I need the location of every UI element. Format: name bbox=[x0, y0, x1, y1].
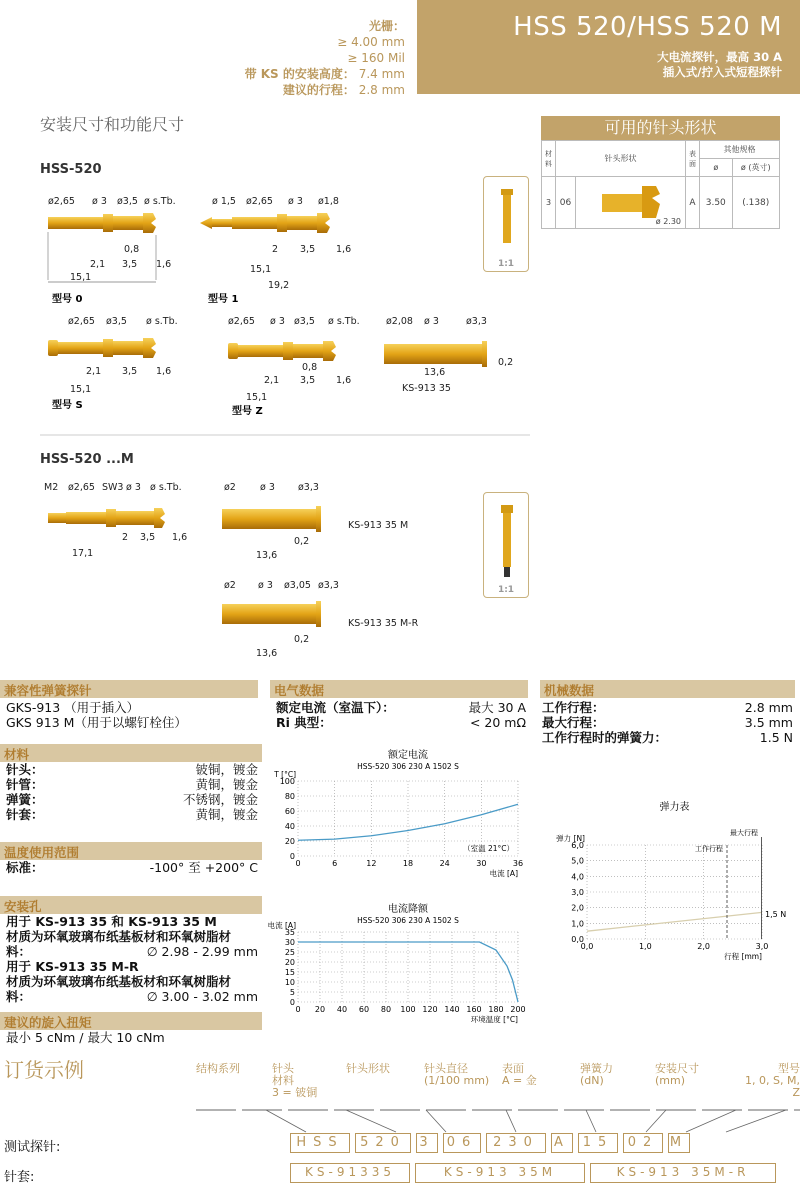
code-type: M bbox=[668, 1133, 690, 1153]
torque-value: 最小 5 cNm / 最大 10 cNm bbox=[6, 1030, 165, 1045]
y-tick-label: 25 bbox=[284, 948, 295, 957]
code-tip: 06 bbox=[443, 1133, 481, 1153]
dim-ksm-a3: ø 3 bbox=[260, 482, 275, 493]
dim-m-35: 3,5 bbox=[140, 532, 156, 543]
dim-t1-151: 15,1 bbox=[250, 264, 272, 275]
scale-box-1 bbox=[483, 176, 529, 272]
dim-t1-a15: ø 1,5 bbox=[212, 196, 236, 207]
spec-height-label: 带 KS 的安装高度： bbox=[244, 67, 355, 81]
dim-t1-a3: ø 3 bbox=[288, 196, 303, 207]
x-tick-label: 160 bbox=[466, 1005, 482, 1014]
probe-type-0 bbox=[48, 213, 156, 282]
page-title: HSS 520/HSS 520 M bbox=[513, 12, 782, 42]
code-force: 15 bbox=[578, 1133, 618, 1153]
chart-title: 电流降额 bbox=[388, 904, 428, 915]
x-axis-label: 电流 [A] bbox=[489, 869, 518, 878]
dim-t1-a18: ø1,8 bbox=[318, 196, 339, 207]
dim-ks-02: 0,2 bbox=[498, 357, 514, 368]
dim-m-a265: ø2,65 bbox=[68, 482, 95, 493]
y-tick-label: 10 bbox=[284, 978, 295, 987]
tip-code: 06 bbox=[556, 177, 576, 229]
dim-ksmr-136: 13,6 bbox=[256, 648, 278, 659]
probe-type-1 bbox=[200, 213, 330, 233]
dim-m-stb: ø s.Tb. bbox=[150, 482, 182, 493]
work-travel-label: 工作行程 bbox=[695, 845, 723, 853]
y-tick-label: 15 bbox=[284, 968, 295, 977]
chart-spring-force bbox=[545, 800, 795, 970]
sleeve-ks-913-35-m-r bbox=[222, 601, 321, 627]
material-value: 铍铜，镀金 bbox=[195, 762, 258, 777]
code-sleeve: KS-91335 bbox=[290, 1163, 410, 1183]
force-label: 1,5 N bbox=[765, 909, 787, 919]
order-col: 型号 1, 0, S, M, Z bbox=[745, 1062, 800, 1099]
material-title: 材料 bbox=[0, 744, 262, 762]
y-tick-label: 5,0 bbox=[571, 856, 584, 866]
dim-ks-a33: ø3,3 bbox=[466, 316, 487, 327]
compatible-panel bbox=[0, 680, 258, 732]
y-tick-label: 4,0 bbox=[571, 872, 584, 882]
mounting-line: 料： bbox=[6, 944, 32, 959]
compatible-line-2: GKS 913 M（用于以螺钉栓住） bbox=[6, 715, 187, 730]
chart-title: 额定电流 bbox=[388, 750, 428, 761]
x-tick-label: 24 bbox=[439, 859, 450, 868]
material-value: 黄铜，镀金 bbox=[195, 807, 258, 822]
spec-label: 光栅： bbox=[368, 19, 405, 33]
group-title-hss520: HSS-520 bbox=[40, 162, 102, 177]
mounting-line: 材质为环氧玻璃布纸基板材和环氧树脂材 bbox=[6, 974, 232, 989]
dim-m-16: 1,6 bbox=[172, 532, 188, 543]
x-tick-label: 140 bbox=[444, 1005, 460, 1014]
x-tick-label: 2,0 bbox=[697, 942, 711, 951]
y-tick-label: 20 bbox=[284, 958, 295, 967]
chart-subtitle: HSS-520 306 230 A 1502 S bbox=[357, 916, 459, 925]
tip-diameter: ø 2.30 bbox=[655, 217, 681, 226]
dim-tz-35: 3,5 bbox=[300, 375, 316, 386]
y-tick-label: 5 bbox=[289, 988, 295, 997]
x-tick-label: 80 bbox=[380, 1005, 392, 1014]
dim-ksmr-a2: ø2 bbox=[224, 580, 236, 591]
code-mount: 02 bbox=[623, 1133, 663, 1153]
dim-t0-16: 1,6 bbox=[156, 259, 172, 270]
subtitle-2: 插入式/拧入式短程探针 bbox=[662, 65, 782, 79]
x-tick-label: 200 bbox=[510, 1005, 526, 1014]
x-tick-label: 20 bbox=[314, 1005, 326, 1014]
y-tick-label: 100 bbox=[279, 777, 295, 786]
material-label: 针套： bbox=[6, 807, 44, 822]
mounting-line: 料： bbox=[6, 989, 32, 1004]
x-tick-label: 1,0 bbox=[638, 942, 652, 951]
label-ks-913-35: KS-913 35 bbox=[402, 383, 451, 394]
order-col: 针头直径 (1/100 mm) bbox=[424, 1062, 490, 1087]
order-col: 安装尺寸 (mm) bbox=[655, 1062, 699, 1087]
x-tick-label: 60 bbox=[358, 1005, 370, 1014]
tip-header-dia: ø bbox=[700, 159, 733, 177]
y-tick-label: 3,0 bbox=[571, 888, 584, 897]
x-axis-label: 行程 [mm] bbox=[724, 952, 762, 961]
y-axis-label: 弹力 [N] bbox=[556, 834, 585, 843]
probe-type-z bbox=[228, 341, 336, 361]
dim-tz-21: 2,1 bbox=[264, 375, 280, 386]
temperature-label: 标准： bbox=[6, 860, 44, 875]
mounting-value-2: ∅ 3.00 - 3.02 mm bbox=[146, 989, 258, 1004]
material-label: 针头： bbox=[6, 762, 44, 777]
y-tick-label: 0 bbox=[289, 852, 295, 861]
x-tick-label: 180 bbox=[488, 1005, 504, 1014]
dim-ts-35: 3,5 bbox=[122, 366, 138, 377]
spec-travel-value: 2.8 mm bbox=[358, 83, 405, 97]
mech-label: 工作行程： bbox=[542, 700, 605, 715]
tip-surface: A bbox=[686, 177, 700, 229]
y-tick-label: 6,0 bbox=[571, 841, 584, 850]
header-specs bbox=[245, 18, 405, 98]
code-sleeve-m: KS-913 35M bbox=[415, 1163, 585, 1183]
order-title: 订货示例 bbox=[4, 1058, 84, 1082]
x-tick-label: 0,0 bbox=[580, 942, 594, 951]
material-value: 黄铜，镀金 bbox=[195, 777, 258, 792]
probe-type-s bbox=[48, 338, 156, 358]
mounting-panel bbox=[0, 896, 262, 1004]
tip-table bbox=[541, 140, 780, 229]
code-sleeve-mr: KS-913 35M-R bbox=[590, 1163, 776, 1183]
group-title-hss520m: HSS-520 ...M bbox=[40, 452, 134, 467]
x-tick-label: 100 bbox=[400, 1005, 416, 1014]
order-col: 表面 A = 金 bbox=[502, 1062, 537, 1087]
tip-material: 3 bbox=[542, 177, 556, 229]
mechanical-panel bbox=[540, 680, 795, 745]
code-surface: A bbox=[551, 1133, 573, 1153]
dim-ksm-02: 0,2 bbox=[294, 536, 310, 547]
x-tick-label: 12 bbox=[366, 859, 377, 868]
dim-tz-16: 1,6 bbox=[336, 375, 352, 386]
dim-tz-08: 0,8 bbox=[302, 362, 318, 373]
dim-t0-21: 2,1 bbox=[90, 259, 106, 270]
code-series: HSS bbox=[290, 1133, 350, 1153]
material-label: 弹簧： bbox=[6, 792, 44, 807]
code-diameter: 230 bbox=[486, 1133, 546, 1153]
tip-inch: (.138) bbox=[732, 177, 779, 229]
tip-header-surface: 表面 bbox=[686, 141, 700, 177]
label-ks-913-35-m: KS-913 35 M bbox=[348, 520, 409, 531]
dim-ksmr-a33: ø3,3 bbox=[318, 580, 339, 591]
y-tick-label: 2,0 bbox=[571, 903, 584, 913]
tip-header-inch: ø (英寸) bbox=[732, 159, 779, 177]
dimension-drawings-m bbox=[0, 470, 540, 670]
mounting-line: 材质为环氧玻璃布纸基板材和环氧树脂材 bbox=[6, 929, 232, 944]
scale-box-2 bbox=[483, 492, 529, 598]
dim-m-a3: ø 3 bbox=[126, 482, 141, 493]
y-tick-label: 0,0 bbox=[571, 935, 584, 944]
y-tick-label: 35 bbox=[284, 928, 295, 937]
dim-tz-a3: ø 3 bbox=[270, 316, 285, 327]
mounting-line: 用于 KS-913 35 和 KS-913 35 M bbox=[6, 914, 217, 929]
dim-t0-a3: ø 3 bbox=[92, 196, 107, 207]
label-ks-913-35-m-r: KS-913 35 M-R bbox=[348, 618, 419, 629]
header-title-box bbox=[417, 0, 800, 94]
mech-value: 1.5 N bbox=[759, 730, 793, 745]
x-tick-label: 18 bbox=[402, 859, 414, 868]
dim-t1-16: 1,6 bbox=[336, 244, 352, 255]
y-tick-label: 80 bbox=[284, 792, 295, 801]
y-tick-label: 40 bbox=[284, 822, 295, 831]
material-panel bbox=[0, 744, 262, 822]
y-tick-label: 20 bbox=[284, 837, 295, 846]
y-tick-label: 30 bbox=[284, 938, 295, 947]
dim-ks-136: 13,6 bbox=[424, 367, 446, 378]
order-col: 弹簧力 (dN) bbox=[580, 1062, 613, 1087]
dim-m-171: 17,1 bbox=[72, 548, 94, 559]
y-axis-label: T [°C] bbox=[274, 770, 296, 779]
scale-label-1: 1:1 bbox=[497, 259, 515, 269]
mech-value: 2.8 mm bbox=[744, 700, 793, 715]
subtitle-1: 大电流探针，最高 30 A bbox=[657, 50, 782, 64]
dim-t0-151: 15,1 bbox=[70, 272, 92, 283]
dim-m-2: 2 bbox=[122, 532, 129, 543]
series-line bbox=[298, 804, 518, 840]
y-tick-label: 60 bbox=[284, 807, 295, 816]
tip-header-shape: 针头形状 bbox=[556, 141, 686, 177]
tip-header-material: 材料 bbox=[542, 141, 556, 177]
tip-header-other: 其他规格 bbox=[700, 141, 780, 159]
x-tick-label: 0 bbox=[295, 859, 301, 868]
chart-rated-current bbox=[268, 748, 538, 878]
dim-ks-a3: ø 3 bbox=[424, 316, 439, 327]
dim-m-sw3: SW3 bbox=[102, 482, 124, 493]
tip-table-title: 可用的针头形状 bbox=[541, 116, 780, 140]
dim-tz-a35: ø3,5 bbox=[294, 316, 315, 327]
dim-t0-08: 0,8 bbox=[124, 244, 140, 255]
dim-t0-a35: ø3,5 bbox=[117, 196, 138, 207]
order-connectors bbox=[196, 1106, 800, 1136]
dim-ts-a35: ø3,5 bbox=[106, 316, 127, 327]
electrical-title: 电气数据 bbox=[270, 680, 528, 698]
dim-t0-a265: ø2,65 bbox=[48, 196, 75, 207]
mounting-line: 用于 KS-913 35 M-R bbox=[6, 959, 139, 974]
section-title: 安装尺寸和功能尺寸 bbox=[40, 115, 185, 134]
y-tick-label: 0 bbox=[289, 998, 295, 1007]
chart-current-derating bbox=[268, 902, 538, 1032]
ri-label: Ri 典型： bbox=[276, 715, 332, 730]
material-label: 针管： bbox=[6, 777, 44, 792]
electrical-panel bbox=[270, 680, 528, 730]
dim-ksm-a33: ø3,3 bbox=[298, 482, 319, 493]
dim-ksmr-a305: ø3,05 bbox=[284, 580, 311, 591]
dim-m-m2: M2 bbox=[44, 482, 59, 493]
rated-value: 最大 30 A bbox=[468, 700, 526, 715]
dim-t0-35: 3,5 bbox=[122, 259, 138, 270]
compatible-line-1: GKS-913 （用于插入） bbox=[6, 700, 140, 715]
spec-grid: ≥ 4.00 mm bbox=[337, 35, 405, 49]
sleeve-ks-913-35 bbox=[384, 341, 487, 367]
code-material: 3 bbox=[416, 1133, 438, 1153]
dim-ksm-a2: ø2 bbox=[224, 482, 236, 493]
ri-value: < 20 mΩ bbox=[469, 715, 526, 730]
dim-ts-21: 2,1 bbox=[86, 366, 102, 377]
dim-t1-35: 3,5 bbox=[300, 244, 316, 255]
x-tick-label: 0 bbox=[295, 1005, 301, 1014]
probe-m-scale-icon bbox=[484, 497, 530, 587]
dim-t0-stb: ø s.Tb. bbox=[144, 196, 176, 207]
scale-label-2: 1:1 bbox=[497, 585, 515, 595]
probe-label: 测试探针: bbox=[4, 1140, 61, 1155]
dim-ts-stb: ø s.Tb. bbox=[146, 316, 178, 327]
probe-type-m bbox=[48, 508, 165, 528]
dim-t1-2: 2 bbox=[272, 244, 279, 255]
material-value: 不锈钢，镀金 bbox=[182, 792, 258, 807]
label-type-z: 型号 Z bbox=[232, 406, 263, 417]
mech-label: 最大行程： bbox=[542, 715, 605, 730]
dim-tz-151: 15,1 bbox=[246, 392, 268, 403]
order-col: 针头形状 bbox=[346, 1062, 390, 1075]
chart-annotation: （室温 21°C） bbox=[463, 844, 514, 853]
spec-height-value: 7.4 mm bbox=[358, 67, 405, 81]
order-col: 结构系列 bbox=[196, 1062, 240, 1075]
label-type-1: 型号 1 bbox=[208, 294, 239, 305]
sleeve-label: 针套: bbox=[4, 1170, 35, 1185]
mech-value: 3.5 mm bbox=[744, 715, 793, 730]
temperature-panel bbox=[0, 842, 262, 875]
spec-grid-mil: ≥ 160 Mil bbox=[347, 51, 405, 65]
x-tick-label: 36 bbox=[512, 859, 524, 868]
dim-tz-a265: ø2,65 bbox=[228, 316, 255, 327]
mounting-value-1: ∅ 2.98 - 2.99 mm bbox=[146, 944, 258, 959]
code-size: 520 bbox=[355, 1133, 411, 1153]
y-tick-label: 1,0 bbox=[571, 919, 584, 929]
dim-t1-a265: ø2,65 bbox=[246, 196, 273, 207]
compatible-title: 兼容性弹簧探针 bbox=[0, 680, 258, 698]
label-type-s: 型号 S bbox=[52, 400, 83, 411]
temperature-title: 温度使用范围 bbox=[0, 842, 262, 860]
tip-mm: 3.50 bbox=[700, 177, 733, 229]
dim-ksmr-a3: ø 3 bbox=[258, 580, 273, 591]
torque-title: 建议的旋入扭矩 bbox=[0, 1012, 262, 1030]
dim-ts-16: 1,6 bbox=[156, 366, 172, 377]
mechanical-title: 机械数据 bbox=[540, 680, 795, 698]
label-type-0: 型号 0 bbox=[52, 294, 83, 305]
dim-ts-151: 15,1 bbox=[70, 384, 92, 395]
mech-label: 工作行程时的弹簧力： bbox=[542, 730, 668, 745]
dim-tz-stb: ø s.Tb. bbox=[328, 316, 360, 327]
x-tick-label: 30 bbox=[476, 859, 487, 868]
x-tick-label: 6 bbox=[332, 859, 338, 868]
chart-title: 弹力表 bbox=[659, 802, 690, 813]
dim-ksm-136: 13,6 bbox=[256, 550, 278, 561]
temperature-value: -100° 至 +200° C bbox=[149, 860, 258, 875]
order-col: 针头 材料 3 = 铍铜 bbox=[272, 1062, 318, 1099]
x-tick-label: 120 bbox=[422, 1005, 438, 1014]
x-tick-label: 3,0 bbox=[755, 942, 769, 951]
chart-subtitle: HSS-520 306 230 A 1502 S bbox=[357, 762, 459, 771]
max-travel-label: 最大行程 bbox=[730, 829, 758, 837]
dim-ksmr-02: 0,2 bbox=[294, 634, 310, 645]
sleeve-ks-913-35-m bbox=[222, 506, 321, 532]
rated-label: 额定电流（室温下）： bbox=[276, 700, 395, 715]
mounting-title: 安装孔 bbox=[0, 896, 262, 914]
dim-ks-a208: ø2,08 bbox=[386, 316, 413, 327]
x-tick-label: 40 bbox=[336, 1005, 348, 1014]
y-axis-label: 电流 [A] bbox=[268, 921, 296, 930]
dim-t1-192: 19,2 bbox=[268, 280, 290, 291]
probe-scale-icon bbox=[484, 181, 530, 261]
dim-ts-a265: ø2,65 bbox=[68, 316, 95, 327]
spec-travel-label: 建议的行程： bbox=[282, 83, 355, 97]
torque-panel bbox=[0, 1012, 262, 1045]
x-axis-label: 环境温度 [°C] bbox=[470, 1015, 518, 1024]
series-line bbox=[587, 912, 762, 931]
